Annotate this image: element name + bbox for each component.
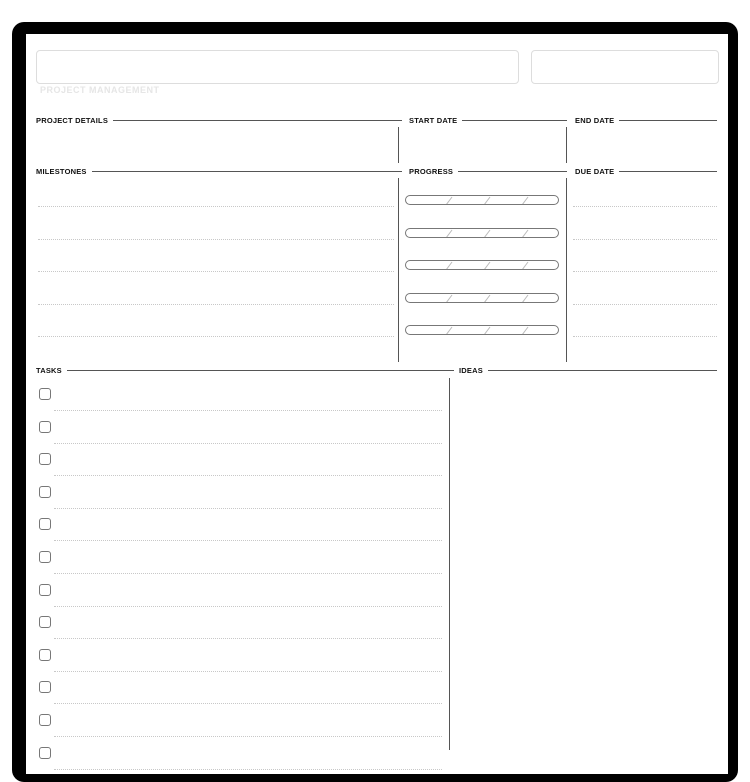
task-checkbox[interactable] — [39, 388, 51, 400]
task-line[interactable] — [54, 475, 442, 476]
progress-ticks — [406, 326, 559, 335]
project-details-header — [36, 114, 402, 126]
start-date-label: START DATE — [409, 115, 458, 125]
task-line[interactable] — [54, 410, 442, 411]
progress-bar[interactable] — [405, 228, 559, 238]
due-date-label: DUE DATE — [575, 166, 615, 176]
task-checkbox[interactable] — [39, 551, 51, 563]
progress-header — [409, 165, 567, 177]
progress-ticks — [406, 196, 559, 205]
task-line[interactable] — [54, 736, 442, 737]
task-line[interactable] — [54, 703, 442, 704]
progress-bar[interactable] — [405, 195, 559, 205]
milestones-label: MILESTONES — [36, 166, 87, 176]
header-rule — [92, 171, 402, 172]
progress-ticks — [406, 229, 559, 238]
task-checkbox[interactable] — [39, 584, 51, 596]
progress-bar[interactable] — [405, 260, 559, 270]
ideas-header — [459, 364, 717, 376]
task-checkbox[interactable] — [39, 681, 51, 693]
end-date-header — [575, 114, 717, 126]
due-date-line[interactable] — [573, 239, 717, 240]
task-line[interactable] — [54, 540, 442, 541]
header-rule — [67, 370, 454, 371]
milestone-line[interactable] — [38, 304, 394, 305]
progress-bar[interactable] — [405, 293, 559, 303]
due-date-line[interactable] — [573, 271, 717, 272]
milestone-line[interactable] — [38, 336, 394, 337]
task-line[interactable] — [54, 606, 442, 607]
column-divider — [398, 127, 399, 163]
task-line[interactable] — [54, 769, 442, 770]
progress-bar[interactable] — [405, 325, 559, 335]
tasks-label: TASKS — [36, 365, 62, 375]
progress-ticks — [406, 261, 559, 270]
task-line[interactable] — [54, 508, 442, 509]
due-date-line[interactable] — [573, 304, 717, 305]
task-checkbox[interactable] — [39, 714, 51, 726]
header-rule — [619, 120, 717, 121]
task-checkbox[interactable] — [39, 649, 51, 661]
progress-ticks — [406, 294, 559, 303]
title-field[interactable] — [36, 50, 519, 84]
page-subtitle: PROJECT MANAGEMENT — [40, 85, 160, 95]
column-divider — [566, 127, 567, 163]
header-rule — [113, 120, 402, 121]
milestone-line[interactable] — [38, 239, 394, 240]
task-line[interactable] — [54, 638, 442, 639]
task-line[interactable] — [54, 443, 442, 444]
column-divider — [449, 378, 450, 750]
task-checkbox[interactable] — [39, 453, 51, 465]
header-rule — [619, 171, 717, 172]
due-date-line[interactable] — [573, 206, 717, 207]
task-line[interactable] — [54, 573, 442, 574]
end-date-label: END DATE — [575, 115, 615, 125]
task-checkbox[interactable] — [39, 486, 51, 498]
start-date-header — [409, 114, 567, 126]
paper-sheet — [26, 34, 728, 774]
due-date-line[interactable] — [573, 336, 717, 337]
task-checkbox[interactable] — [39, 616, 51, 628]
due-date-header — [575, 165, 717, 177]
milestone-line[interactable] — [38, 206, 394, 207]
column-divider — [398, 178, 399, 362]
task-checkbox[interactable] — [39, 518, 51, 530]
header-rule — [488, 370, 717, 371]
date-field[interactable] — [531, 50, 719, 84]
milestone-line[interactable] — [38, 271, 394, 272]
tasks-header — [36, 364, 454, 376]
column-divider — [566, 178, 567, 362]
header-rule — [462, 120, 567, 121]
task-checkbox[interactable] — [39, 747, 51, 759]
task-line[interactable] — [54, 671, 442, 672]
header-rule — [458, 171, 567, 172]
project-details-label: PROJECT DETAILS — [36, 115, 109, 125]
ideas-label: IDEAS — [459, 365, 483, 375]
progress-label: PROGRESS — [409, 166, 454, 176]
milestones-header — [36, 165, 402, 177]
task-checkbox[interactable] — [39, 421, 51, 433]
